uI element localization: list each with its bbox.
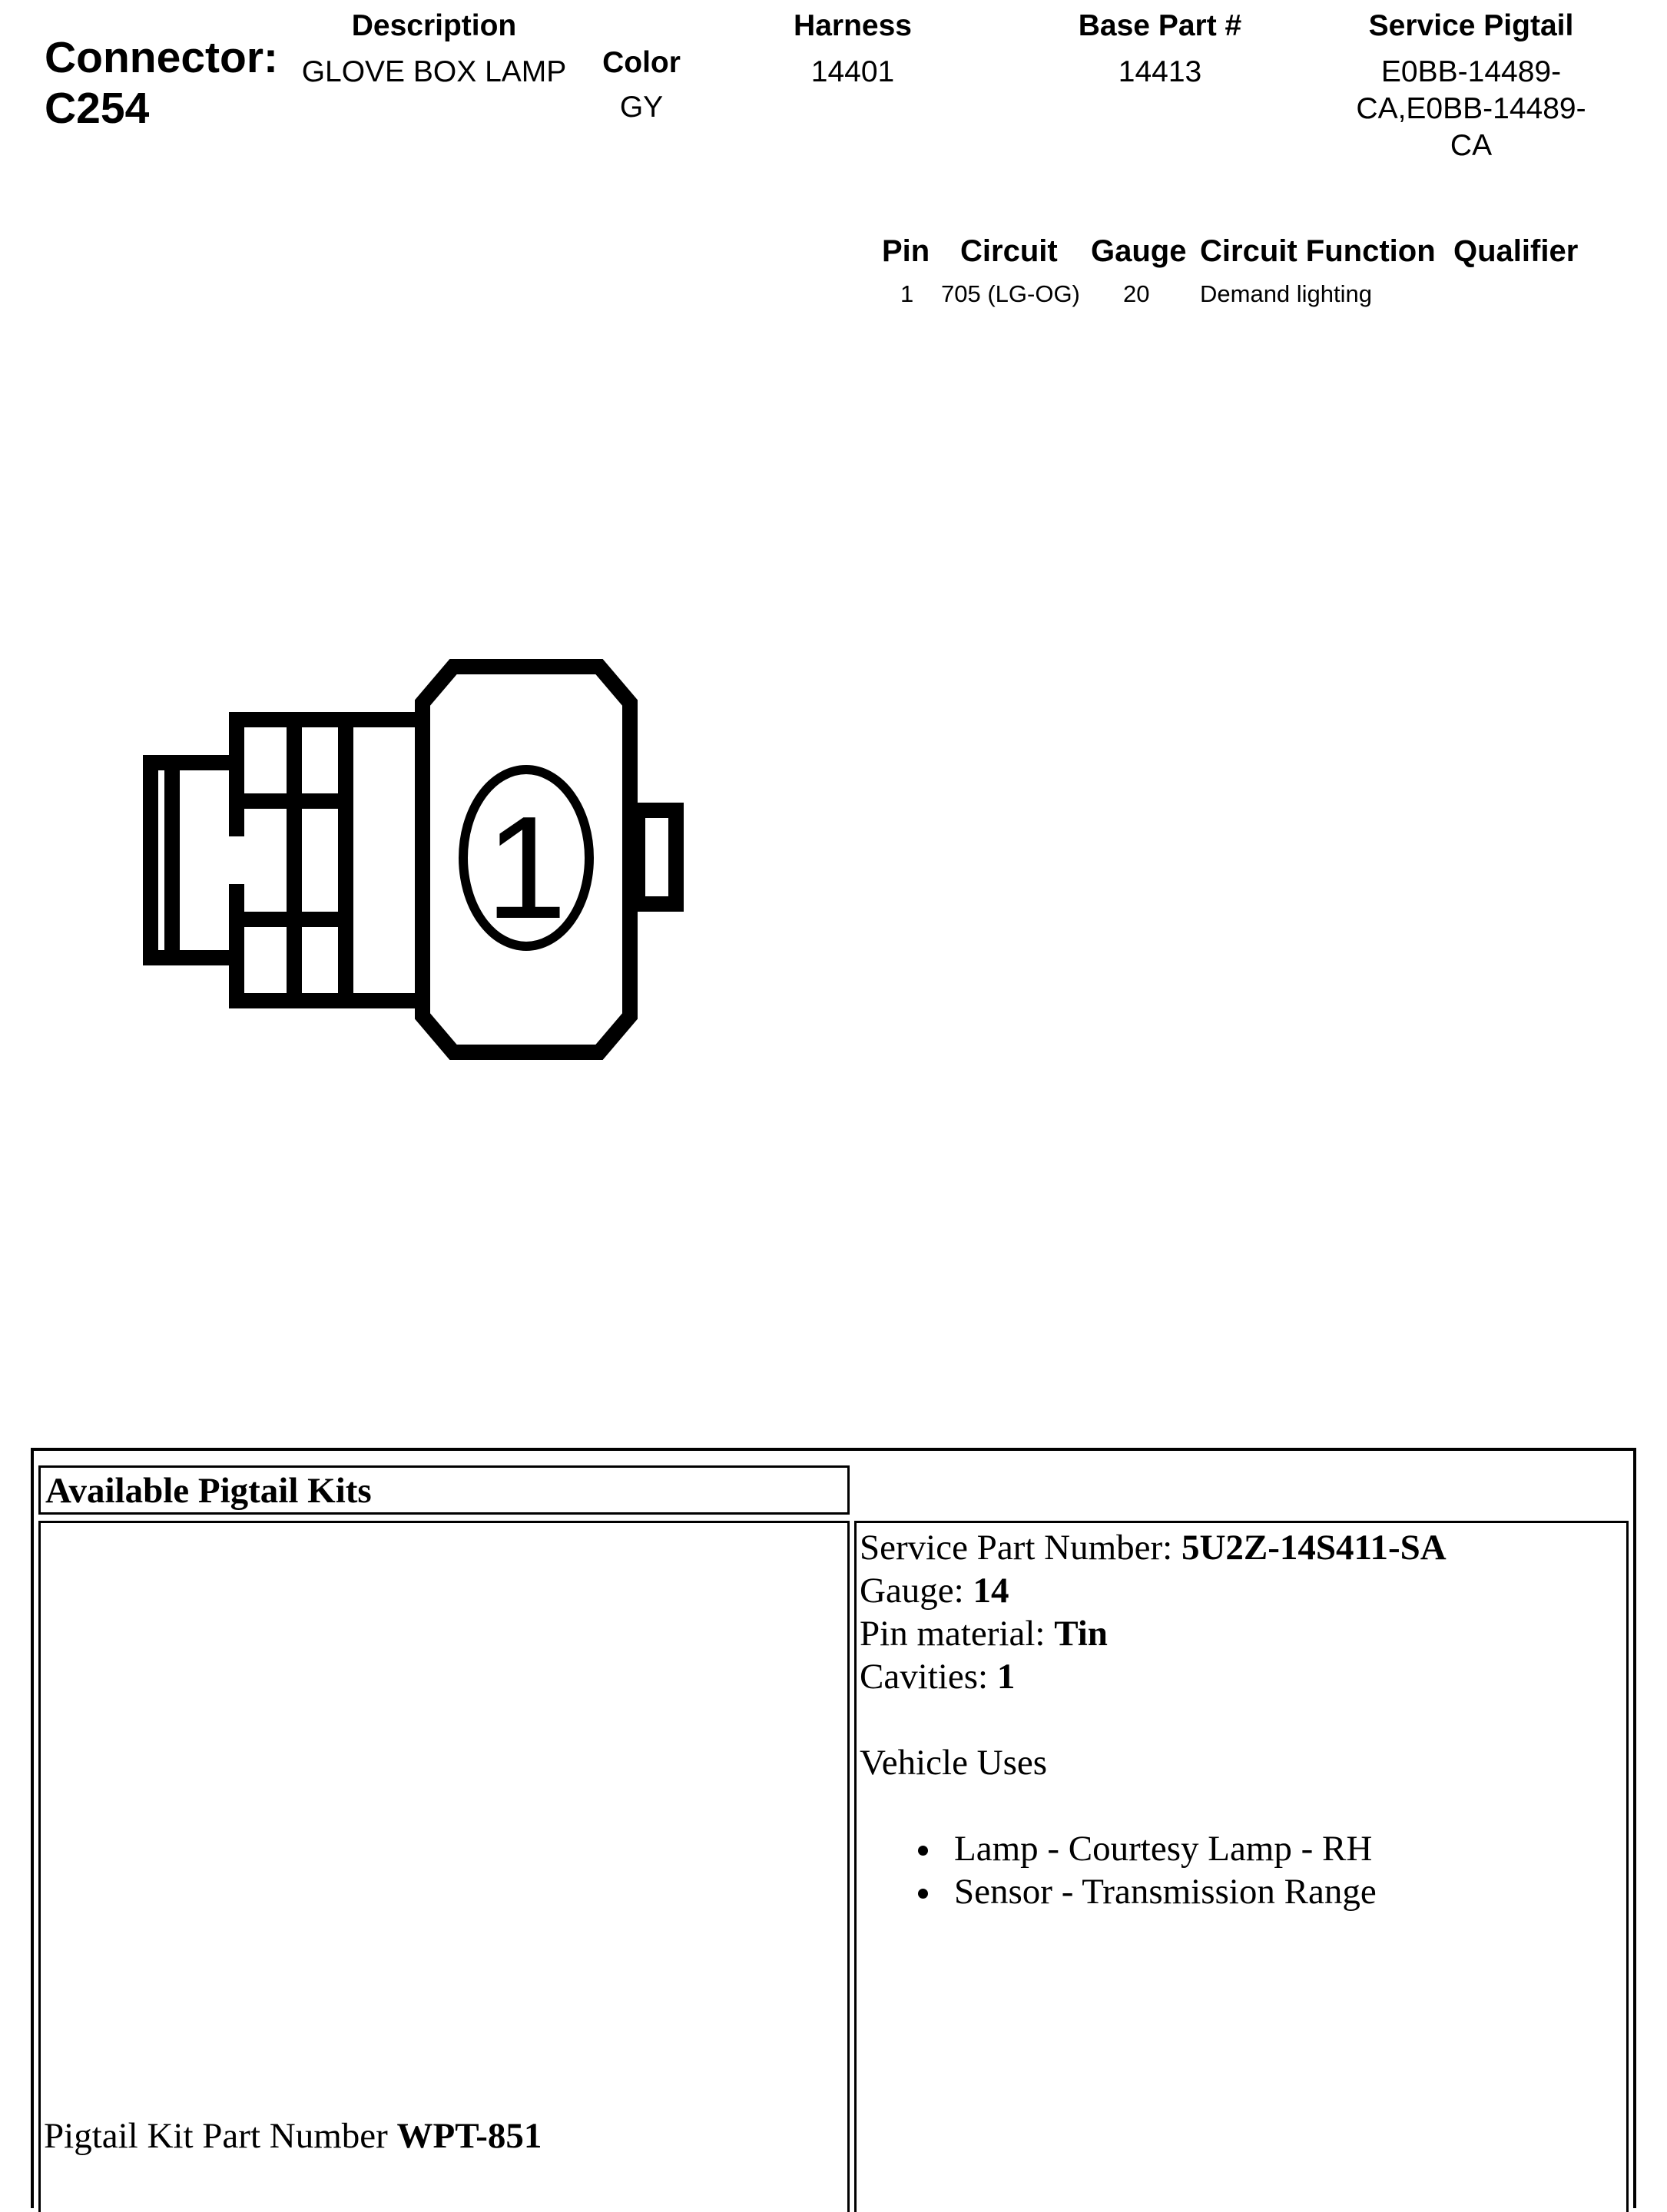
service-pigtail-label: Service Pigtail: [1368, 9, 1574, 42]
gauge-row: [860, 1569, 1447, 1612]
service-part-row: [860, 1526, 1447, 1569]
service-pigtail-value: [1337, 54, 1606, 164]
pigtail-kit-details-cell: [854, 1521, 1629, 2212]
cavities-value: 1: [996, 1657, 1016, 1697]
gauge-cell: 20: [1123, 280, 1150, 307]
qualifier-column-header: Qualifier: [1453, 234, 1579, 268]
vehicle-uses-list: [860, 1827, 1447, 1913]
connector-label: Connector:: [45, 33, 278, 82]
cavities-label: Cavities:: [860, 1657, 997, 1697]
pigtail-kit-part-number: [44, 2114, 542, 2157]
connector-face-icon: [138, 657, 707, 1064]
list-item: Sensor - Transmission Range: [860, 1870, 1447, 1913]
color-label: Color: [602, 46, 681, 79]
description-label: Description: [351, 9, 517, 42]
circuit-cell: 705 (LG-OG): [941, 280, 1080, 307]
pigtail-kits-title: Available Pigtail Kits: [45, 1471, 372, 1511]
circuit-column-header: Circuit: [960, 234, 1058, 268]
pin-cell: 1: [900, 280, 914, 307]
function-column-header: Circuit Function: [1200, 234, 1436, 268]
service-part-value: 5U2Z-14S411-SA: [1181, 1528, 1447, 1568]
gauge-value: 14: [973, 1571, 1009, 1611]
service-pigtail-line: CA: [1450, 129, 1493, 162]
function-cell: Demand lighting: [1200, 280, 1373, 307]
pigtail-kit-image-cell: [38, 1521, 850, 2212]
gauge-label: Gauge:: [860, 1571, 973, 1611]
list-item: Lamp - Courtesy Lamp - RH: [860, 1827, 1447, 1870]
gauge-column-header: Gauge: [1091, 234, 1187, 268]
cavities-row: [860, 1655, 1447, 1698]
base-part-value: 14413: [1118, 55, 1202, 88]
harness-value: 14401: [810, 55, 895, 88]
connector-id: C254: [45, 84, 150, 133]
pin-material-label: Pin material:: [860, 1614, 1055, 1654]
service-pigtail-line: CA,E0BB-14489-: [1356, 92, 1586, 125]
kit-part-label: Pigtail Kit Part Number: [44, 2116, 397, 2156]
table-row: [876, 280, 1644, 311]
color-value: GY: [619, 91, 664, 124]
description-value: GLOVE BOX LAMP: [301, 55, 567, 88]
vehicle-uses-label: Vehicle Uses: [860, 1743, 1048, 1783]
pin-number-label: 1: [486, 786, 567, 949]
service-pigtail-line: E0BB-14489-: [1380, 55, 1562, 88]
pin-material-value: Tin: [1054, 1614, 1108, 1654]
service-part-label: Service Part Number:: [860, 1528, 1181, 1568]
pin-column-header: Pin: [882, 234, 930, 268]
pigtail-kit-details: [860, 1526, 1447, 1913]
kit-part-value: WPT-851: [396, 2116, 542, 2156]
connector-title: [45, 32, 278, 134]
harness-label: Harness: [794, 9, 912, 42]
base-part-label: Base Part #: [1078, 9, 1242, 42]
connector-right-tab: [638, 810, 676, 904]
pin-material-row: [860, 1612, 1447, 1655]
connector-latch-outline: [151, 763, 237, 958]
pigtail-kits-title-cell: [38, 1465, 850, 1515]
